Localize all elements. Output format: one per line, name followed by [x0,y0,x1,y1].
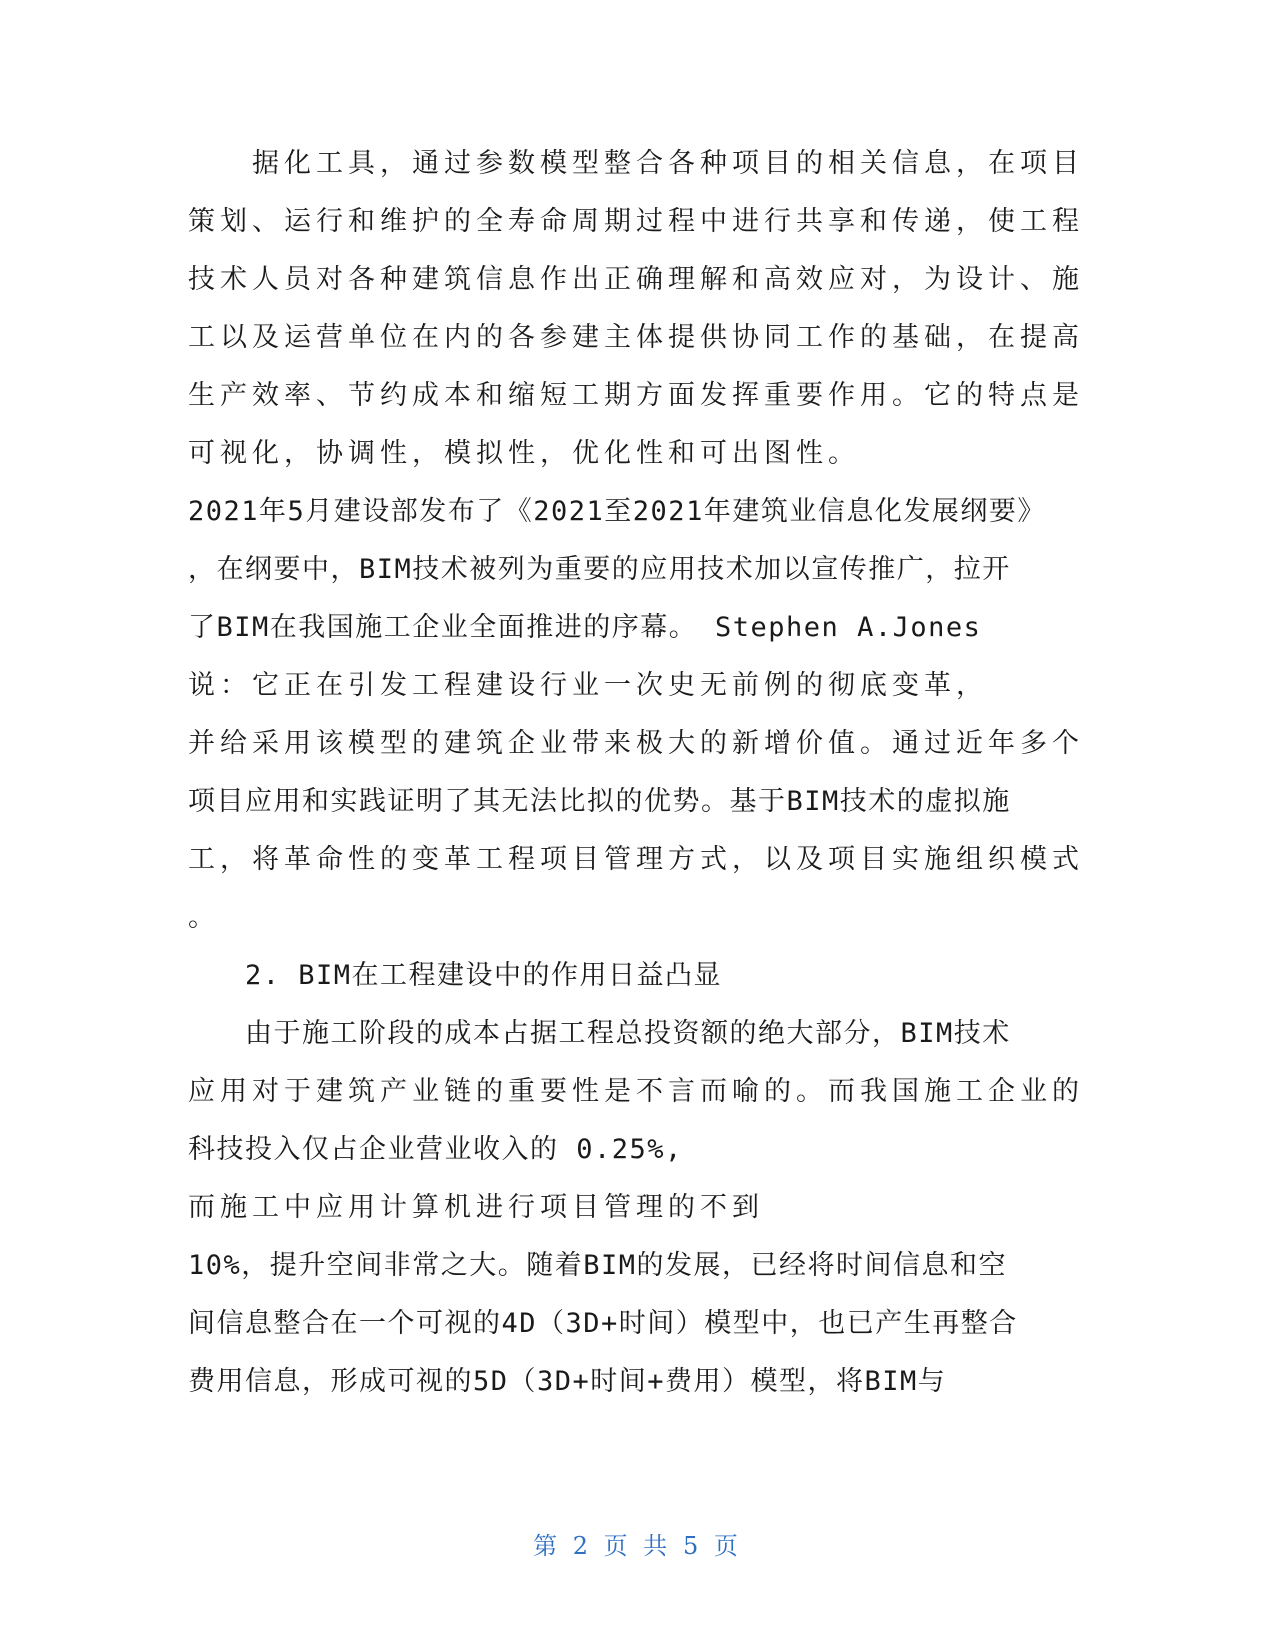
body-line-17: 应用对于建筑产业链的重要性是不言而喻的。而我国施工企业的 [188,1076,1084,1107]
body-line-8: ，在纲要中，BIM技术被列为重要的应用技术加以宣传推广，拉开 [188,554,1011,585]
body-line-19: 而施工中应用计算机进行项目管理的不到 [188,1192,764,1223]
body-line-5: 生产效率、节约成本和缩短工期方面发挥重要作用。它的特点是 [188,380,1084,411]
body-line-6: 可视化，协调性，模拟性，优化性和可出图性。 [188,438,860,469]
body-line-12: 项目应用和实践证明了其无法比拟的优势。基于BIM技术的虚拟施 [188,786,1011,817]
body-line-4: 工以及运营单位在内的各参建主体提供协同工作的基础，在提高 [188,322,1084,353]
body-line-2: 策划、运行和维护的全寿命周期过程中进行共享和传递，使工程 [188,206,1084,237]
body-line-1: 据化工具，通过参数模型整合各种项目的相关信息，在项目 [188,148,1084,179]
page-number-label: 第 2 页 共 5 页 [533,1532,742,1560]
body-line-16: 由于施工阶段的成本占据工程总投资额的绝大部分，BIM技术 [188,1018,1011,1049]
body-line-9: 了BIM在我国施工企业全面推进的序幕。 Stephen A.Jones [188,612,982,643]
body-line-10: 说：它正在引发工程建设行业一次史无前例的彻底变革， [188,670,988,701]
body-line-18: 科技投入仅占企业营业收入的 0.25%, [188,1134,683,1165]
body-line-20: 10%，提升空间非常之大。随着BIM的发展，已经将时间信息和空 [188,1250,1008,1281]
body-line-11: 并给采用该模型的建筑企业带来极大的新增价值。通过近年多个 [188,728,1084,759]
body-line-14: 。 [188,902,220,933]
body-line-3: 技术人员对各种建筑信息作出正确理解和高效应对，为设计、施 [188,264,1084,295]
section-heading: 2. BIM在工程建设中的作用日益凸显 [188,960,723,991]
body-line-13: 工，将革命性的变革工程项目管理方式，以及项目实施组织模式 [188,844,1084,875]
body-line-22: 费用信息，形成可视的5D（3D+时间+费用）模型，将BIM与 [188,1366,947,1397]
body-line-21: 间信息整合在一个可视的4D（3D+时间）模型中，也已产生再整合 [188,1308,1018,1339]
page-number-footer [0,1530,1275,1562]
body-line-7: 2021年5月建设部发布了《2021至2021年建筑业信息化发展纲要》 [188,496,1046,527]
